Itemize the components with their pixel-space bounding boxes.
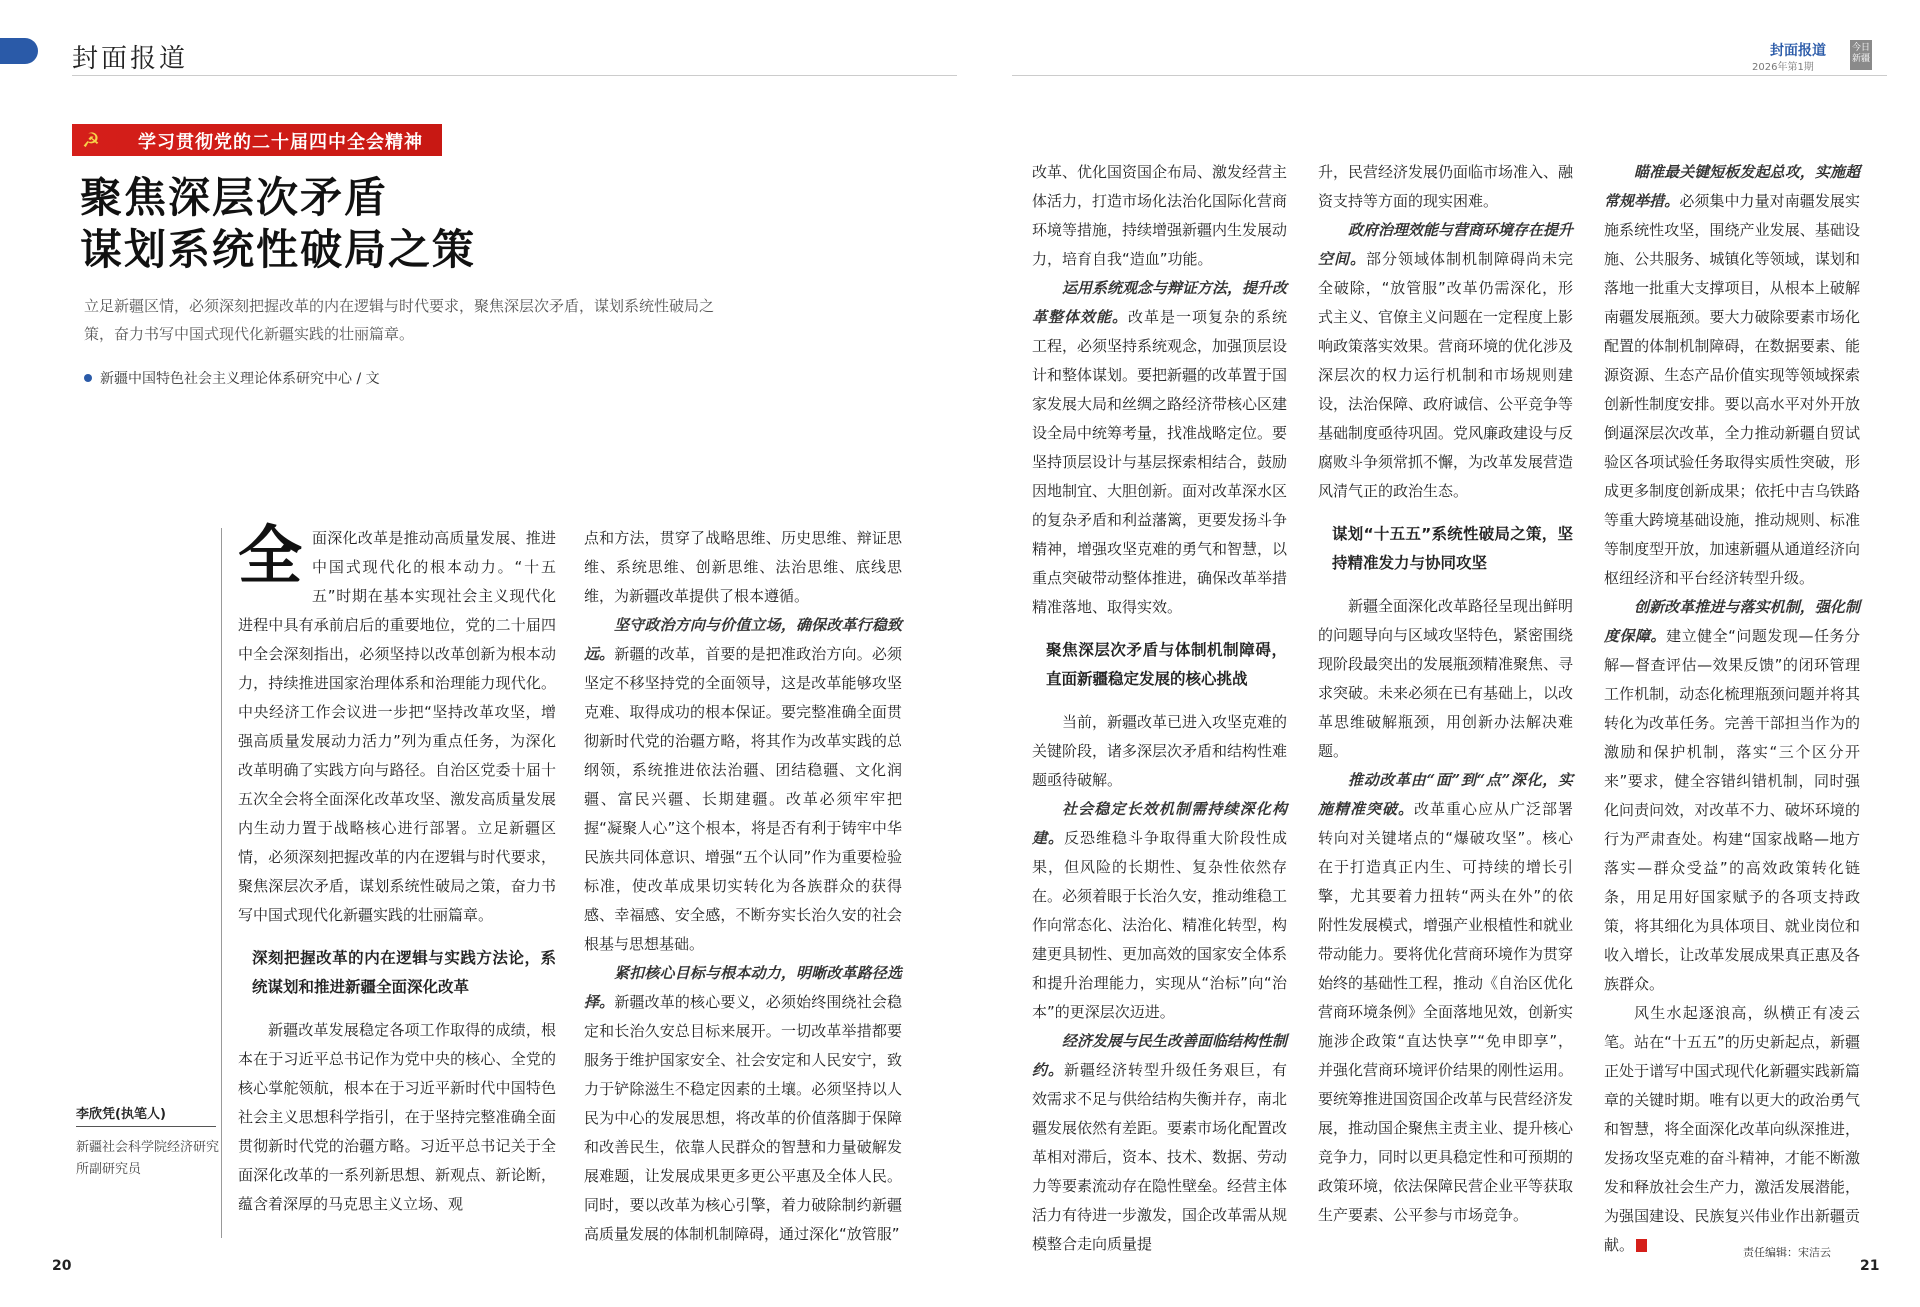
article-title (80, 172, 476, 276)
header-rule-left (72, 75, 957, 76)
column-rule (221, 528, 222, 1238)
paragraph: 必须集中力量对南疆发展实施系统性攻坚，围绕产业发展、基础设施、公共服务、城镇化等领域，谋划和落地一批重大支撑项目，从根本上破解南疆发展瓶颈。要大力破除要素市场化配置的体制机制障碍，在数据要素、能源资源、生态产品价值实现等领域探索创新性制度安排。要以高水平对外开放倒逼深层次改革，全力推动新疆自贸试验区各项试验任务取得实质性突破，形成更多制度创新成果；依托中吉乌铁路等重大跨境基础设施，推动规则、标准等制度型开放，加速新疆从通道经济向枢纽经济和平台经济转型升级。 (1604, 192, 1860, 587)
article-lead: 立足新疆区情，必须深刻把握改革的内在逻辑与时代要求，聚焦深层次矛盾，谋划系统性破局之策，奋力书写中国式现代化新疆实践的壮丽篇章。 (84, 297, 715, 343)
magazine-badge: 今日新疆 (1850, 40, 1872, 70)
header-rule-right (1012, 75, 1887, 76)
page-number-left: 20 (52, 1258, 72, 1274)
keyword-lead: 推动改革由“面”到“点”深化，实施精准突破。 (1318, 771, 1573, 818)
keyword-lead: 运用系统观念与辩证方法，提升改革整体效能。 (1032, 279, 1288, 326)
paragraph: 新疆经济转型升级任务艰巨，有效需求不足与供给结构失衡并存，南北疆发展依然有差距。要素市场化配置改革相对滞后，资本、技术、数据、劳动力等要素流动存在隐性壁垒。经营主体活力有待进一步激发，国企改革需从规模整合走向质量提 (1032, 1061, 1288, 1253)
paragraph: 建立健全“问题发现—任务分解—督查评估—效果反馈”的闭环管理工作机制，动态化梳理瓶颈问题并将其转化为改革任务。完善干部担当作为的激励和保护机制，落实“三个区分开来”要求，健全容错纠错机制，同时强化问责问效，对改革不力、破坏环境的行为严肃查处。构建“国家战略—地方落实—群众受益”的高效政策转化链条，用足用好国家赋予的各项支持政策，将其细化为具体项目、就业岗位和收入增长，让改革发展成果真正惠及各族群众。 (1604, 627, 1860, 993)
subheading: 深刻把握改革的内在逻辑与实践方法论，系统谋划和推进新疆全面深化改革 (252, 949, 556, 996)
issue-label: 2026年第1期 (1752, 62, 1814, 73)
paragraph: 改革是一项复杂的系统工程，必须坚持系统观念，加强顶层设计和整体谋划。要把新疆的改革置于国家发展大局和丝绸之路经济带核心区建设全局中统筹考量，找准战略定位。要坚持顶层设计与基层探索相结合，鼓励因地制宜、大胆创新。面对改革深水区的复杂矛盾和利益藩篱，更要发扬斗争精神，增强攻坚克难的勇气和智慧，以重点突破带动整体推进，确保改革举措精准落地、取得实效。 (1032, 308, 1288, 616)
paragraph: 改革重心应从广泛部署转向对关键堵点的“爆破攻坚”。核心在于打造真正内生、可持续的增长引擎，尤其要着力扭转“两头在外”的依附性发展模式，增强产业根植性和就业带动能力。要将优化营商环境作为贯穿始终的基础性工程，推动《自治区优化营商环境条例》全面落地见效，创新实施涉企政策“直达快享”“免申即享”，并强化营商环境评价结果的刚性运用。要统筹推进国资国企改革与民营经济发展，推动国企聚焦主责主业、提升核心竞争力，同时以更具稳定性和可预期的政策环境，依法保障民营企业平等获取生产要素、公平参与市场竞争。 (1318, 800, 1574, 1224)
byline-bullet-icon (84, 374, 92, 382)
paragraph: 风生水起逐浪高，纵横正有凌云笔。站在“十五五”的历史新起点，新疆正处于谱写中国式现代化新疆实践新篇章的关键时期。唯有以更大的政治勇气和智慧，将全面深化改革向纵深推进，发扬攻坚克难的奋斗精神，才能不断激发和释放社会生产力，激活发展潜能，为强国建设、民族复兴伟业作出新疆贡献。 (1604, 1004, 1860, 1254)
article-title-line1: 聚焦深层次矛盾 (80, 173, 389, 222)
paragraph: 反恐维稳斗争取得重大阶段性成果，但风险的长期性、复杂性依然存在。必须着眼于长治久安，推动维稳工作向常态化、法治化、精准化转型，构建更具韧性、更加高效的国家安全体系和提升治理能力，实现从“治标”向“治本”的更深层次迈进。 (1032, 829, 1288, 1021)
subheading: 聚焦深层次矛盾与体制机制障碍，直面新疆稳定发展的核心挑战 (1046, 641, 1287, 688)
page-number-right: 21 (1860, 1258, 1880, 1274)
paragraph: 新疆改革发展稳定各项工作取得的成绩，根本在于习近平总书记作为党中央的核心、全党的核心掌舵领航，根本在于习近平新时代中国特色社会主义思想科学指引，在于坚持完整准确全面贯彻新时代党的治疆方略。习近平总书记关于全面深化改革的一系列新思想、新观点、新论断，蕴含着深厚的马克思主义立场、观 (238, 1021, 556, 1213)
keyword-lead: 坚守政治方向与价值立场，确保改革行稳致远。 (584, 616, 902, 663)
column-3 (1032, 158, 1287, 1259)
article-title-line2: 谋划系统性破局之策 (80, 225, 477, 274)
party-emblem-icon: ☭ (82, 128, 100, 152)
theme-banner-text: 学习贯彻党的二十届四中全会精神 (138, 132, 423, 153)
column-4 (1318, 158, 1573, 1230)
end-mark-icon (1636, 1239, 1647, 1252)
column-5 (1604, 158, 1860, 1260)
keyword-lead: 社会稳定长效机制需持续深化构建。 (1032, 800, 1287, 847)
section-title-right: 封面报道 (1770, 43, 1826, 59)
keyword-lead: 紧扣核心目标与根本动力，明晰改革路径选择。 (584, 964, 902, 1011)
author-affiliation: 新疆社会科学院经济研究所副研究员 (76, 1140, 220, 1177)
drop-cap: 全 (238, 519, 302, 594)
subheading: 谋划“十五五”系统性破局之策，坚持精准发力与协同攻坚 (1332, 525, 1573, 572)
paragraph: 新疆的改革，首要的是把准政治方向。必须坚定不移坚持党的全面领导，这是改革能够攻坚克难、取得成功的根本保证。要完整准确全面贯彻新时代党的治疆方略，将其作为改革实践的总纲领，系统推进依法治疆、团结稳疆、文化润疆、富民兴疆、长期建疆。改革必须牢牢把握“凝聚人心”这个根本，将是否有利于铸牢中华民族共同体意识、增强“五个认同”作为重要检验标准，使改革成果切实转化为各族群众的获得感、幸福感、安全感，不断夯实长治久安的社会根基与思想基础。 (584, 645, 902, 953)
keyword-lead: 创新改革推进与落实机制，强化制度保障。 (1604, 598, 1860, 645)
editor-credit: 责任编辑：宋洁云 (1743, 1246, 1831, 1259)
column-1 (238, 519, 556, 1219)
paragraph: 改革、优化国资国企布局、激发经营主体活力，打造市场化法治化国际化营商环境等措施，持续增强新疆内生发展动力，培育自我“造血”功能。 (1032, 163, 1288, 268)
paragraph: 升，民营经济发展仍面临市场准入、融资支持等方面的现实困难。 (1318, 163, 1574, 210)
author-divider (76, 1126, 216, 1127)
paragraph: 点和方法，贯穿了战略思维、历史思维、辩证思维、系统思维、创新思维、法治思维、底线思维，为新疆改革提供了根本遵循。 (584, 529, 902, 605)
paragraph: 新疆改革的核心要义，必须始终围绕社会稳定和长治久安总目标来展开。一切改革举措都要服务于维护国家安全、社会安定和人民安宁，致力于铲除滋生不稳定因素的土壤。必须坚持以人民为中心的发展思想，将改革的价值落脚于保障和改善民生，依靠人民群众的智慧和力量破解发展难题，让发展成果更多更公平惠及全体人民。同时，要以改革为核心引擎，着力破除制约新疆高质量发展的体制机制障碍，通过深化“放管服” (584, 993, 902, 1243)
keyword-lead: 经济发展与民生改善面临结构性制约。 (1032, 1032, 1288, 1079)
keyword-lead: 政府治理效能与营商环境存在提升空间。 (1318, 221, 1574, 268)
section-title: 封面报道 (72, 44, 189, 74)
column-2 (584, 524, 902, 1249)
keyword-lead: 瞄准最关键短板发起总攻，实施超常规举措。 (1604, 163, 1860, 210)
paragraph: 当前，新疆改革已进入攻坚克难的关键阶段，诸多深层次矛盾和结构性难题亟待破解。 (1032, 713, 1288, 789)
paragraph: 部分领域体制机制障碍尚未完全破除，“放管服”改革仍需深化，形式主义、官僚主义问题在一定程度上影响政策落实效果。营商环境的优化涉及深层次的权力运行机制和市场规则建设，法治保障、政府诚信、公平竞争等基础制度亟待巩固。党风廉政建设与反腐败斗争须常抓不懈，为改革发展营造风清气正的政治生态。 (1318, 250, 1574, 500)
paragraph: 新疆全面深化改革路径呈现出鲜明的问题导向与区域攻坚特色，紧密围绕现阶段最突出的发展瓶颈精准聚焦、寻求突破。未来必须在已有基础上，以改革思维破解瓶颈，用创新办法解决难题。 (1318, 597, 1574, 760)
header-tab-decoration (0, 38, 38, 64)
paragraph: 面深化改革是推动高质量发展、推进中国式现代化的根本动力。“十五五”时期在基本实现社会主义现代化进程中具有承前启后的重要地位，党的二十届四中全会深刻指出，必须坚持以改革创新为根本动力，持续推进国家治理体系和治理能力现代化。中央经济工作会议进一步把“坚持改革攻坚，增强高质量发展动力活力”列为重点任务，为深化改革明确了实践方向与路径。自治区党委十届十五次全会将全面深化改革攻坚、激发高质量发展内生动力置于战略核心进行部署。立足新疆区情，必须深刻把握改革的内在逻辑与时代要求，聚焦深层次矛盾，谋划系统性破局之策，奋力书写中国式现代化新疆实践的壮丽篇章。 (238, 529, 556, 924)
author-name: 李欣凭(执笔人) (76, 1107, 166, 1122)
article-byline: 新疆中国特色社会主义理论体系研究中心 / 文 (100, 371, 380, 387)
